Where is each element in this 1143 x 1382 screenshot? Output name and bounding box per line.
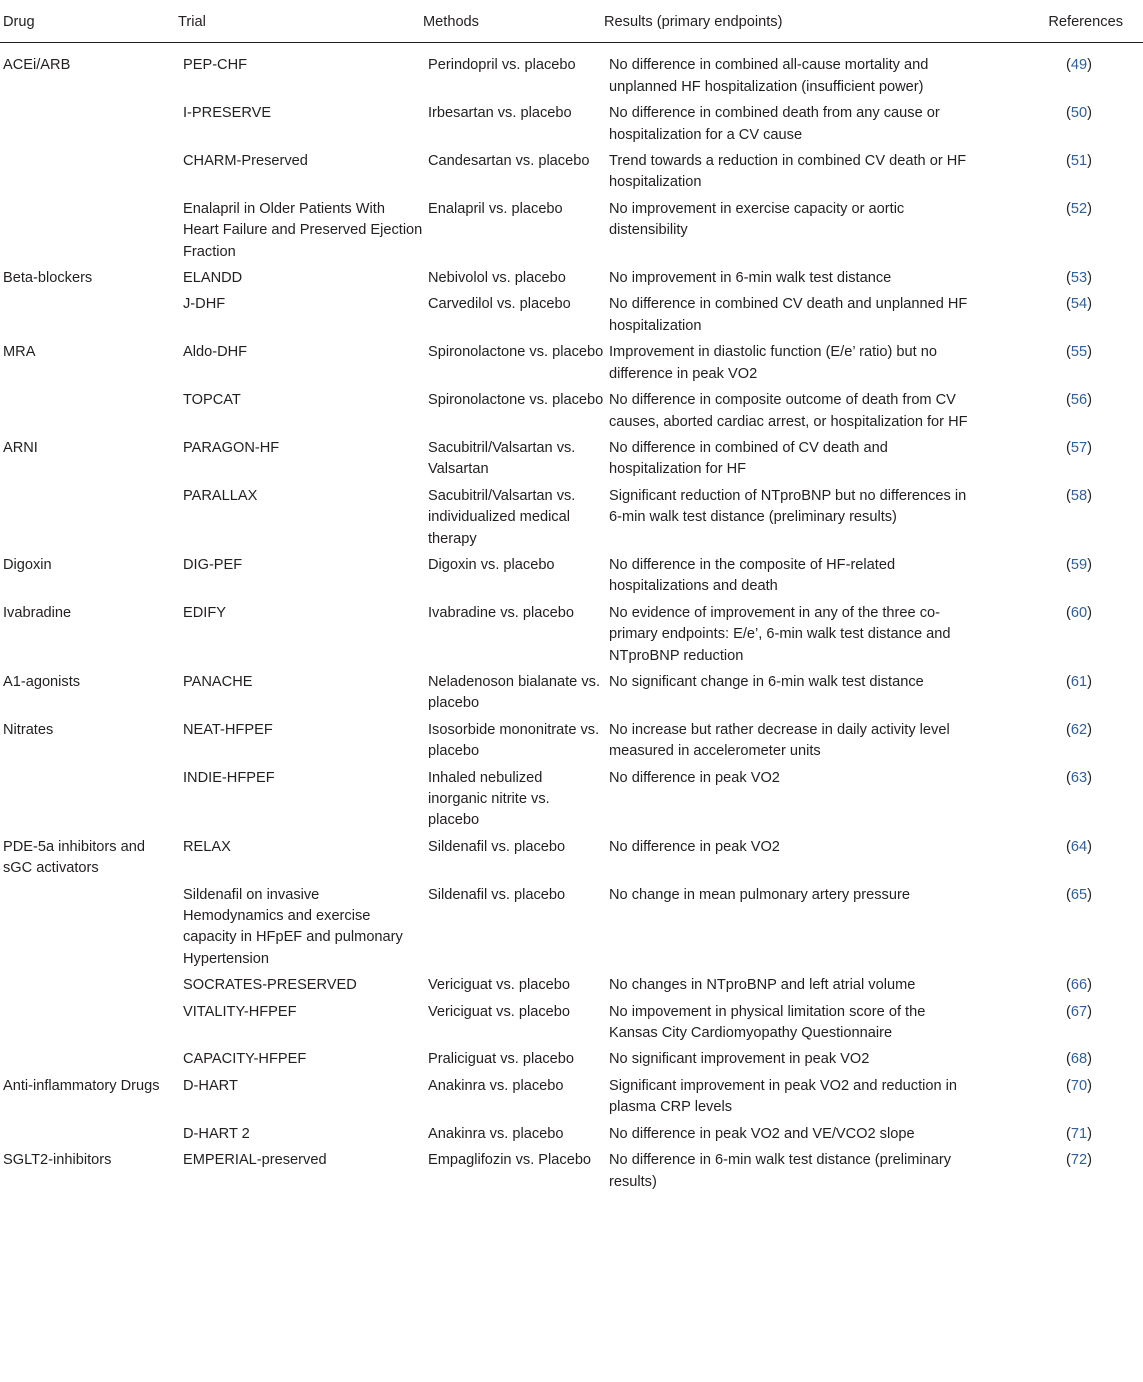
cell-reference: (50) bbox=[1066, 105, 1092, 122]
cell-reference: (66) bbox=[1066, 977, 1092, 994]
cell-trial: I-PRESERVE bbox=[183, 105, 272, 122]
reference-link[interactable]: 60 bbox=[1070, 604, 1088, 621]
cell-reference: (59) bbox=[1066, 556, 1092, 573]
table-row bbox=[0, 555, 1143, 603]
cell-results: No change in mean pulmonary artery pressure bbox=[609, 886, 910, 903]
cell-reference: (57) bbox=[1066, 439, 1092, 456]
reference-link[interactable]: 50 bbox=[1070, 105, 1088, 122]
cell-results: Improvement in diastolic function (E/e’ ratio) but no difference in peak VO2 bbox=[609, 344, 937, 382]
cell-results: No difference in 6-min walk test distance (preliminary results) bbox=[609, 1152, 952, 1190]
cell-reference: (64) bbox=[1066, 838, 1092, 855]
table-row bbox=[0, 1049, 1143, 1075]
reference-link[interactable]: 56 bbox=[1070, 392, 1088, 409]
cell-reference: (58) bbox=[1066, 487, 1092, 504]
cell-reference: (72) bbox=[1066, 1152, 1092, 1169]
cell-methods: Sacubitril/Valsartan vs. Valsartan bbox=[428, 439, 576, 478]
cell-methods: Neladenoson bialanate vs. placebo bbox=[428, 673, 601, 712]
table-header bbox=[0, 0, 1143, 43]
cell-results: No difference in combined of CV death and hospitalization for HF bbox=[609, 439, 888, 478]
cell-methods: Inhaled nebulized inorganic nitrite vs. placebo bbox=[428, 769, 550, 829]
cell-trial: D-HART bbox=[183, 1077, 238, 1094]
cell-results: No difference in peak VO2 and VE/VCO2 slope bbox=[609, 1125, 915, 1142]
cell-trial: PEP-CHF bbox=[183, 57, 248, 74]
cell-results: No difference in combined all-cause mortality and unplanned HF hospitalization (insufficient power) bbox=[609, 57, 929, 95]
cell-methods: Vericiguat vs. placebo bbox=[428, 977, 570, 994]
reference-link[interactable]: 57 bbox=[1070, 439, 1088, 456]
cell-reference: (52) bbox=[1066, 200, 1092, 217]
reference-link[interactable]: 58 bbox=[1070, 487, 1088, 504]
reference-link[interactable]: 53 bbox=[1070, 270, 1088, 287]
cell-drug bbox=[0, 151, 178, 199]
table-row bbox=[0, 268, 1143, 294]
reference-link[interactable]: 72 bbox=[1070, 1152, 1088, 1169]
cell-methods: Spironolactone vs. placebo bbox=[428, 392, 604, 409]
header-drug: Drug bbox=[0, 0, 178, 43]
cell-methods: Candesartan vs. placebo bbox=[428, 153, 590, 170]
cell-methods: Ivabradine vs. placebo bbox=[428, 604, 575, 621]
cell-trial: Aldo-DHF bbox=[183, 344, 248, 361]
cell-trial: NEAT-HFPEF bbox=[183, 721, 273, 738]
reference-link[interactable]: 55 bbox=[1070, 344, 1088, 361]
reference-link[interactable]: 71 bbox=[1070, 1125, 1088, 1142]
reference-link[interactable]: 70 bbox=[1070, 1077, 1088, 1094]
cell-trial: TOPCAT bbox=[183, 392, 241, 409]
cell-drug: Beta-blockers bbox=[3, 270, 93, 287]
cell-methods: Irbesartan vs. placebo bbox=[428, 105, 572, 122]
table-row bbox=[0, 43, 1143, 103]
table-row bbox=[0, 390, 1143, 438]
reference-link[interactable]: 54 bbox=[1070, 296, 1088, 313]
reference-link[interactable]: 52 bbox=[1070, 200, 1088, 217]
cell-results: No increase but rather decrease in daily activity level measured in accelerometer units bbox=[609, 721, 950, 760]
table-row bbox=[0, 975, 1143, 1001]
table-row bbox=[0, 1150, 1143, 1198]
cell-reference: (61) bbox=[1066, 673, 1092, 690]
table-row bbox=[0, 342, 1143, 390]
cell-methods: Praliciguat vs. placebo bbox=[428, 1051, 575, 1068]
cell-results: No difference in peak VO2 bbox=[609, 769, 780, 786]
cell-trial: INDIE-HFPEF bbox=[183, 769, 275, 786]
cell-drug bbox=[0, 1002, 178, 1050]
cell-results: No evidence of improvement in any of the three co-primary endpoints: E/e’, 6-min walk test distance and NTproBNP reduction bbox=[609, 604, 951, 664]
cell-drug: PDE-5a inhibitors and sGC activators bbox=[3, 838, 145, 877]
header-methods: Methods bbox=[423, 0, 604, 43]
header-results: Results (primary endpoints) bbox=[604, 0, 977, 43]
cell-trial: CHARM-Preserved bbox=[183, 153, 308, 170]
cell-reference: (56) bbox=[1066, 392, 1092, 409]
cell-reference: (53) bbox=[1066, 270, 1092, 287]
table-row bbox=[0, 603, 1143, 672]
cell-trial: RELAX bbox=[183, 838, 231, 855]
table-row bbox=[0, 720, 1143, 768]
reference-link[interactable]: 51 bbox=[1070, 153, 1088, 170]
cell-results: No difference in the composite of HF-related hospitalizations and death bbox=[609, 556, 896, 595]
cell-trial: SOCRATES-PRESERVED bbox=[183, 977, 357, 994]
cell-drug bbox=[0, 1049, 178, 1075]
cell-reference: (70) bbox=[1066, 1077, 1092, 1094]
cell-drug bbox=[0, 199, 178, 268]
table-row bbox=[0, 837, 1143, 885]
cell-trial: PARAGON-HF bbox=[183, 439, 280, 456]
cell-trial: CAPACITY-HFPEF bbox=[183, 1051, 307, 1068]
cell-drug: SGLT2-inhibitors bbox=[3, 1152, 112, 1169]
cell-results: No difference in combined CV death and unplanned HF hospitalization bbox=[609, 296, 968, 334]
cell-drug: A1-agonists bbox=[3, 673, 81, 690]
table-row bbox=[0, 486, 1143, 555]
table-row bbox=[0, 768, 1143, 837]
cell-methods: Nebivolol vs. placebo bbox=[428, 270, 566, 287]
header-references: References bbox=[977, 0, 1143, 43]
cell-methods: Sildenafil vs. placebo bbox=[428, 886, 566, 903]
table-row bbox=[0, 103, 1143, 151]
cell-methods: Sildenafil vs. placebo bbox=[428, 838, 566, 855]
cell-drug bbox=[0, 486, 178, 555]
cell-reference: (60) bbox=[1066, 604, 1092, 621]
cell-trial: PARALLAX bbox=[183, 487, 258, 504]
table-row bbox=[0, 438, 1143, 486]
header-trial: Trial bbox=[178, 0, 423, 43]
cell-methods: Enalapril vs. placebo bbox=[428, 200, 563, 217]
cell-drug: ACEi/ARB bbox=[3, 57, 71, 74]
cell-methods: Anakinra vs. placebo bbox=[428, 1125, 564, 1142]
cell-methods: Vericiguat vs. placebo bbox=[428, 1003, 570, 1020]
reference-link[interactable]: 64 bbox=[1070, 838, 1088, 855]
cell-reference: (54) bbox=[1066, 296, 1092, 313]
cell-reference: (65) bbox=[1066, 886, 1092, 903]
table-body bbox=[0, 43, 1143, 1198]
reference-link[interactable]: 61 bbox=[1070, 673, 1088, 690]
cell-drug: Ivabradine bbox=[3, 604, 72, 621]
cell-results: No improvement in 6-min walk test distance bbox=[609, 270, 892, 287]
cell-reference: (67) bbox=[1066, 1003, 1092, 1020]
cell-results: Significant improvement in peak VO2 and reduction in plasma CRP levels bbox=[609, 1077, 958, 1116]
cell-methods: Isosorbide mononitrate vs. placebo bbox=[428, 721, 600, 760]
reference-link[interactable]: 49 bbox=[1070, 57, 1088, 74]
cell-reference: (62) bbox=[1066, 721, 1092, 738]
cell-trial: Enalapril in Older Patients With Heart Failure and Preserved Ejection Fraction bbox=[183, 200, 423, 260]
cell-drug: Digoxin bbox=[3, 556, 52, 573]
cell-methods: Perindopril vs. placebo bbox=[428, 57, 576, 74]
reference-link[interactable]: 65 bbox=[1070, 886, 1088, 903]
table-row bbox=[0, 885, 1143, 976]
reference-link[interactable]: 59 bbox=[1070, 556, 1088, 573]
cell-trial: PANACHE bbox=[183, 673, 253, 690]
cell-trial: Sildenafil on invasive Hemodynamics and exercise capacity in HFpEF and pulmonary Hypertension bbox=[183, 886, 403, 967]
table-row bbox=[0, 199, 1143, 268]
cell-results: No significant improvement in peak VO2 bbox=[609, 1051, 870, 1068]
cell-results: Significant reduction of NTproBNP but no differences in 6-min walk test distance (preliminary results) bbox=[609, 487, 967, 526]
cell-trial: VITALITY-HFPEF bbox=[183, 1003, 297, 1020]
header-row bbox=[0, 0, 1143, 43]
cell-trial: EMPERIAL-preserved bbox=[183, 1152, 327, 1169]
table-row bbox=[0, 294, 1143, 342]
table-row bbox=[0, 151, 1143, 199]
cell-results: Trend towards a reduction in combined CV death or HF hospitalization bbox=[609, 153, 967, 191]
cell-reference: (71) bbox=[1066, 1125, 1092, 1142]
cell-results: No changes in NTproBNP and left atrial volume bbox=[609, 977, 916, 994]
cell-reference: (49) bbox=[1066, 57, 1092, 74]
cell-trial: D-HART 2 bbox=[183, 1125, 250, 1142]
cell-drug bbox=[0, 103, 178, 151]
table-row bbox=[0, 1076, 1143, 1124]
cell-drug bbox=[0, 885, 178, 976]
cell-drug bbox=[0, 294, 178, 342]
cell-results: No difference in peak VO2 bbox=[609, 838, 780, 855]
cell-reference: (55) bbox=[1066, 344, 1092, 361]
cell-drug bbox=[0, 768, 178, 837]
table-row bbox=[0, 1124, 1143, 1150]
cell-methods: Digoxin vs. placebo bbox=[428, 556, 555, 573]
cell-drug bbox=[0, 975, 178, 1001]
reference-link[interactable]: 68 bbox=[1070, 1051, 1088, 1068]
cell-drug bbox=[0, 1124, 178, 1150]
cell-results: No difference in composite outcome of death from CV causes, aborted cardiac arrest, or hospitalization for HF bbox=[609, 392, 968, 430]
cell-trial: ELANDD bbox=[183, 270, 243, 287]
cell-results: No difference in combined death from any cause or hospitalization for a CV cause bbox=[609, 105, 940, 143]
cell-results: No significant change in 6-min walk test distance bbox=[609, 673, 924, 690]
cell-drug bbox=[0, 390, 178, 438]
cell-methods: Carvedilol vs. placebo bbox=[428, 296, 571, 313]
cell-reference: (51) bbox=[1066, 153, 1092, 170]
cell-drug: Anti-inflammatory Drugs bbox=[3, 1077, 160, 1094]
cell-methods: Spironolactone vs. placebo bbox=[428, 344, 604, 361]
cell-drug: ARNI bbox=[3, 439, 38, 456]
cell-reference: (63) bbox=[1066, 769, 1092, 786]
cell-drug: MRA bbox=[3, 344, 36, 361]
cell-trial: J-DHF bbox=[183, 296, 226, 313]
table-row bbox=[0, 672, 1143, 720]
cell-results: No impovement in physical limitation score of the Kansas City Cardiomyopathy Questionnaire bbox=[609, 1003, 926, 1042]
reference-link[interactable]: 63 bbox=[1070, 769, 1088, 786]
cell-results: No improvement in exercise capacity or aortic distensibility bbox=[609, 200, 905, 239]
table-row bbox=[0, 1002, 1143, 1050]
cell-methods: Empaglifozin vs. Placebo bbox=[428, 1152, 592, 1169]
reference-link[interactable]: 66 bbox=[1070, 977, 1088, 994]
cell-drug: Nitrates bbox=[3, 721, 54, 738]
reference-link[interactable]: 67 bbox=[1070, 1003, 1088, 1020]
cell-methods: Anakinra vs. placebo bbox=[428, 1077, 564, 1094]
cell-trial: DIG-PEF bbox=[183, 556, 243, 573]
cell-methods: Sacubitril/Valsartan vs. individualized medical therapy bbox=[428, 487, 576, 547]
cell-trial: EDIFY bbox=[183, 604, 226, 621]
reference-link[interactable]: 62 bbox=[1070, 721, 1088, 738]
cell-reference: (68) bbox=[1066, 1051, 1092, 1068]
